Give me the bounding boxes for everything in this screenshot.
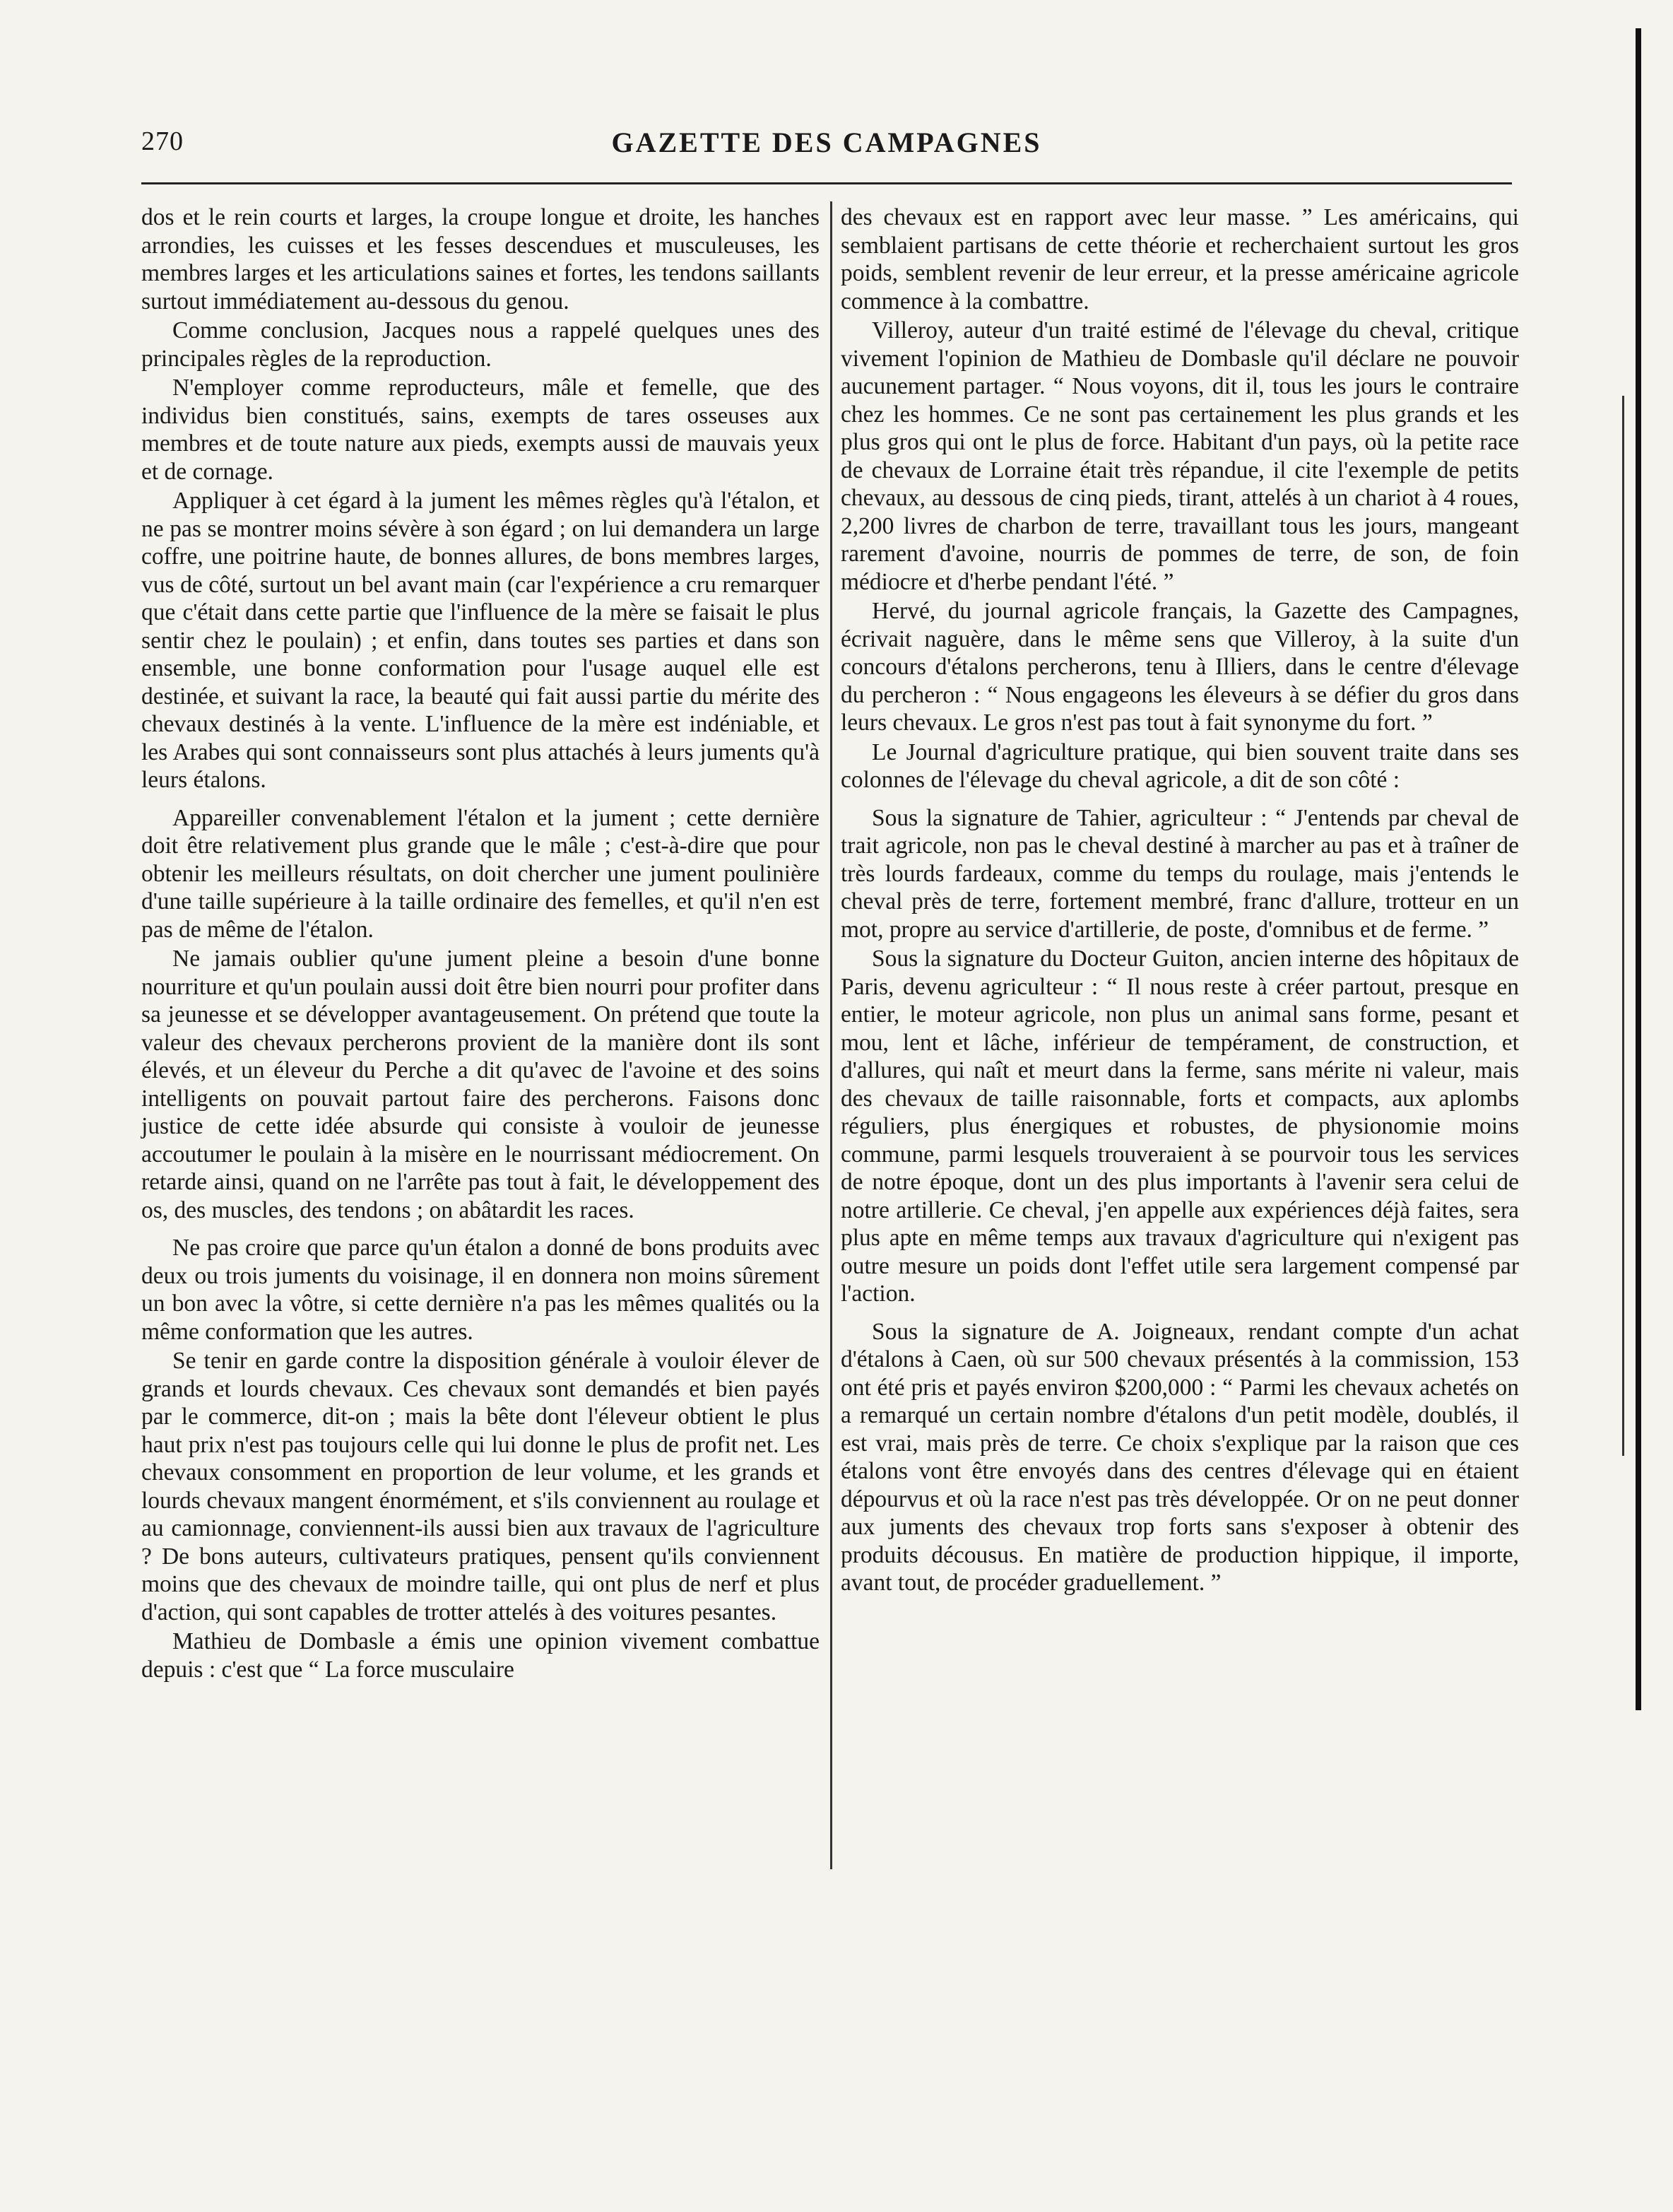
paragraph: Se tenir en garde contre la disposition générale à vouloir élever de grands et lourds chevaux. Ces chevaux sont demandés et bien payés par le commerce, dit-on ; mais la bête dont l'éleveur obtient le plus haut prix n'est pas toujours celle qui lui donne le plus de profit net. Les chevaux consomment en proportion de leur volume, et les grands et lourds chevaux mangent énormément, et s'ils conviennent au roulage et au camionnage, conviennent-ils aussi bien aux travaux de l'agriculture ? De bons auteurs, cultivateurs pratiques, pensent qu'ils conviennent moins que des chevaux de moindre taille, qui ont plus de nerf et plus d'action, qui sont capables de trotter attelés à des voitures pesantes. [141,1348,820,1625]
paragraph: Hervé, du journal agricole français, la Gazette des Campagnes, écrivait naguère, dans le même sens que Villeroy, à la suite d'un concours d'étalons percherons, tenu à Illiers, dans le centre d'élevage du percheron : “ Nous engageons les éleveurs à se défier du gros dans leurs chevaux. Le gros n'est pas tout à fait synonyme du fort. ” [841,598,1519,736]
header-rule [141,182,1512,184]
right-column [841,204,1519,1597]
paragraph: Appareiller convenablement l'étalon et la jument ; cette dernière doit être relativement plus grande que le mâle ; c'est-à-dire que pour obtenir les meilleurs résultats, on doit chercher une jument poulinière d'une taille supérieure à la taille ordinaire des femelles, et qu'il n'en est pas de même de l'étalon. [141,804,820,943]
page-header [141,126,1512,168]
paragraph: Appliquer à cet égard à la jument les mêmes règles qu'à l'étalon, et ne pas se montrer moins sévère à son égard ; on lui demandera un large coffre, une poitrine haute, de bonnes allures, de bons membres larges, vus de côté, surtout un bel avant main (car l'expérience a cru remarquer que c'était dans cette partie que l'influence de la mère se faisait le plus sentir chez le poulain) ; et enfin, dans toutes ses parties et dans son ensemble, une bonne conformation pour l'usage auquel elle est destinée, et suivant la race, la beauté qui fait aussi partie du mérite des chevaux destinés à la vente. L'influence de la mère est indéniable, et les Arabes qui sont connaisseurs sont plus attachés à leurs juments qu'à leurs étalons. [141,488,820,793]
paragraph: Villeroy, auteur d'un traité estimé de l'élevage du cheval, critique vivement l'opinion de Mathieu de Dombasle qu'il déclare ne pouvoir aucunement partager. “ Nous voyons, dit il, tous les jours le contraire chez les hommes. Ce ne sont pas certainement les plus grands et les plus gros qui ont le plus de force. Habitant d'un pays, où la petite race de chevaux de Lorraine était très répandue, il cite l'exemple de petits chevaux, au dessous de cinq pieds, tirant, attelés à un chariot à 4 roues, 2,200 livres de charbon de terre, travaillant tous les jours, mangeant rarement d'avoine, nourris de pommes de terre, de son, de foin médiocre et d'herbe pendant l'été. ” [841,317,1519,595]
running-title: GAZETTE DES CAMPAGNES [611,127,1042,158]
paragraph: N'employer comme reproducteurs, mâle et femelle, que des individus bien constitués, sains, exempts de tares osseuses aux membres et de toute nature aux pieds, exempts aussi de mauvais yeux et de cornage. [141,375,820,485]
paragraph: Sous la signature de A. Joigneaux, rendant compte d'un achat d'étalons à Caen, où sur 500 chevaux présentés à la commission, 153 ont été pris et payés environ $200,000 : “ Parmi les chevaux achetés on a remarqué un certain nombre d'étalons d'un petit modèle, doublés, il est vrai, mais près de terre. Ce choix s'explique par la raison que ces étalons vont être envoyés dans des centres d'élevage qui en étaient dépourvus et où la race n'est pas très développée. Or on ne peut donner aux juments des chevaux trop forts sans s'exposer à obtenir des produits décousus. En matière de production hippique, il importe, avant tout, de procéder graduellement. ” [841,1318,1519,1596]
paragraph: Sous la signature du Docteur Guiton, ancien interne des hôpitaux de Paris, devenu agriculteur : “ Il nous reste à créer partout, presque en entier, le moteur agricole, non plus un animal sans forme, pesant et mou, lent et lâche, inférieur de tempérament, de construction, et d'allures, qui naît et meurt dans la ferme, sans mérite ni valeur, mais des chevaux de taille raisonnable, forts et compacts, aux aplombs réguliers, plus énergiques et robustes, de physionomie moins commune, parmi lesquels trouveraient à se pourvoir tous les services de notre époque, dont un des plus importants à l'avenir sera celui de notre artillerie. Ce cheval, j'en appelle aux expériences déjà faites, sera plus apte en même temps aux travaux d'agriculture qui n'exigent pas outre mesure un poids dont l'effet utile sera largement compensé par l'action. [841,946,1519,1307]
binding-edge [1636,28,1641,1710]
paragraph: Ne pas croire que parce qu'un étalon a donné de bons produits avec deux ou trois juments du voisinage, il en donnera non moins sûrement un bon avec la vôtre, si cette dernière n'a pas les mêmes qualités ou la même conformation que les autres. [141,1235,820,1345]
paragraph: Ne jamais oublier qu'une jument pleine a besoin d'une bonne nourriture et qu'un poulain aussi doit être bien nourri pour profiter dans sa jeunesse et se développer avantageusement. On prétend que toute la valeur des chevaux percherons provient de la manière dont ils sont élevés, et un éleveur du Perche a dit qu'avec de l'avoine et des soins intelligents on pouvait partout faire des percherons. Faisons donc justice de cette idée absurde qui consiste à vouloir de jeunesse accoutumer le poulain à la misère en le nourrissant médiocrement. On retarde ainsi, quand on ne l'arrête pas tout à fait, le développement des os, des muscles, des tendons ; on abâtardit les races. [141,946,820,1223]
column-rule [830,201,832,1869]
paragraph: des chevaux est en rapport avec leur masse. ” Les américains, qui semblaient partisans de cette théorie et recherchaient surtout les gros poids, semblent revenir de leur erreur, et la presse américaine agricole commence à la combattre. [841,204,1519,314]
paragraph: Le Journal d'agriculture pratique, qui bien souvent traite dans ses colonnes de l'élevage du cheval agricole, a dit de son côté : [841,739,1519,793]
paragraph: dos et le rein courts et larges, la croupe longue et droite, les hanches arrondies, les cuisses et les fesses descendues et musculeuses, les membres larges et les articulations saines et fortes, les tendons saillants surtout immédiatement au-dessous du genou. [141,204,820,314]
binding-edge-inner [1622,396,1624,1456]
paragraph: Comme conclusion, Jacques nous a rappelé quelques unes des principales règles de la reproduction. [141,317,820,372]
page-number: 270 [141,127,184,156]
paragraph: Sous la signature de Tahier, agriculteur : “ J'entends par cheval de trait agricole, non pas le cheval destiné à marcher au pas et à traîner de très lourds fardeaux, comme du temps du roulage, mais j'entends le cheval près de terre, fortement membré, franc d'allure, trotteur en un mot, propre au service d'artillerie, de poste, d'omnibus et de ferme. ” [841,804,1519,943]
left-column [141,204,820,1683]
paragraph: Mathieu de Dombasle a émis une opinion vivement combattue depuis : c'est que “ La force musculaire [141,1628,820,1683]
